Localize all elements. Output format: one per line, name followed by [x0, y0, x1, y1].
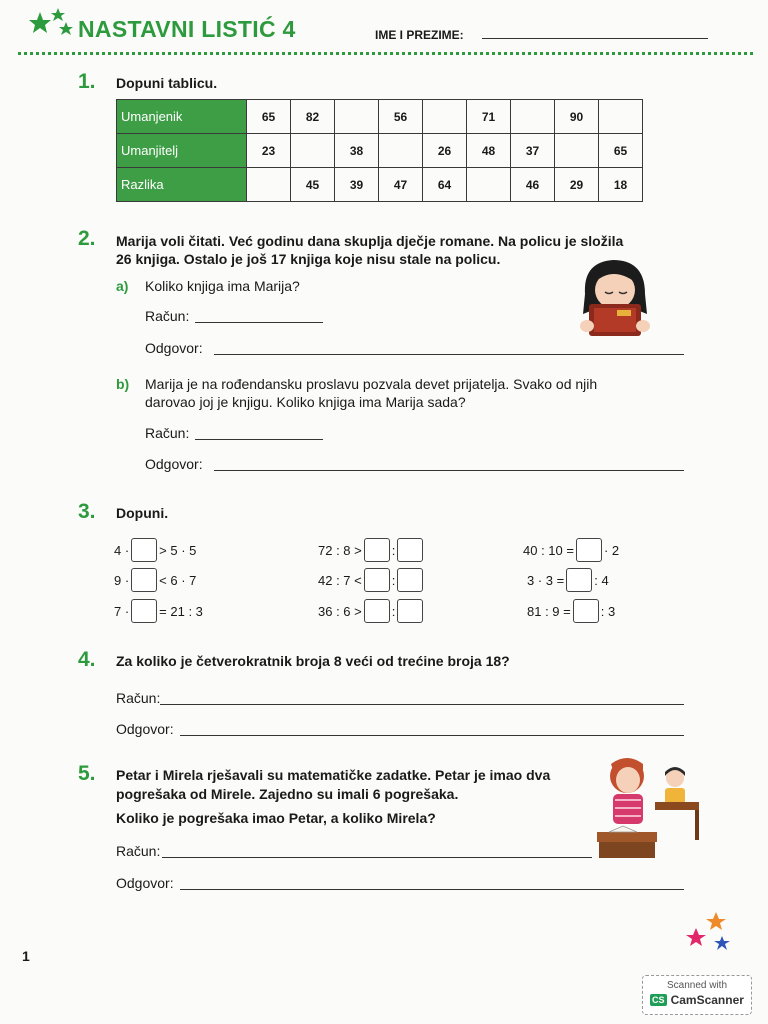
task2b-text-line2: darovao joj je knjigu. Koliko knjiga ima Marija sada?: [145, 394, 466, 410]
answer-box[interactable]: [131, 599, 157, 623]
task2b-odgovor-label: Odgovor:: [145, 456, 203, 472]
table-cell[interactable]: [335, 100, 379, 134]
expr-row: [527, 599, 615, 623]
task2a-odgovor-line[interactable]: [214, 354, 684, 355]
table-cell[interactable]: [379, 134, 423, 168]
task2b-label: b): [116, 376, 130, 392]
task5-text-line1: Petar i Mirela rješavali su matematičke zadatke. Petar je imao dva: [116, 767, 551, 783]
task5-text-line2: pogrešaka od Mirele. Zajedno su imali 6 pogrešaka.: [116, 786, 459, 802]
table-cell[interactable]: [511, 100, 555, 134]
expr-mid: :: [391, 572, 396, 588]
answer-box[interactable]: [576, 538, 602, 562]
colorful-stars-icon: [684, 910, 734, 956]
table-cell[interactable]: 18: [599, 168, 643, 202]
expr-row: [318, 599, 423, 623]
task3-number: 3.: [78, 500, 96, 523]
table-row: [117, 134, 643, 168]
expr-right: = 21 : 3: [159, 603, 203, 619]
answer-box[interactable]: [364, 599, 390, 623]
task2a-label: a): [116, 278, 129, 294]
scanner-brand-row: [643, 993, 751, 1007]
answer-box[interactable]: [131, 568, 157, 592]
table-cell[interactable]: 23: [247, 134, 291, 168]
expr-right: < 6 · 7: [159, 572, 197, 588]
task2a-text: Koliko knjiga ima Marija?: [145, 278, 300, 294]
table-cell[interactable]: 26: [423, 134, 467, 168]
table-cell[interactable]: [599, 100, 643, 134]
task5-number: 5.: [78, 762, 96, 785]
answer-box[interactable]: [364, 538, 390, 562]
table-cell[interactable]: 39: [335, 168, 379, 202]
table-cell[interactable]: 71: [467, 100, 511, 134]
expr-right: : 3: [600, 603, 616, 619]
expr-row: [523, 538, 619, 562]
table-cell[interactable]: 45: [291, 168, 335, 202]
table-cell[interactable]: 48: [467, 134, 511, 168]
expr-left: 72 : 8 >: [318, 542, 362, 558]
task4-text: Za koliko je četverokratnik broja 8 veći od trećine broja 18?: [116, 653, 510, 669]
table-row: [117, 100, 643, 134]
task4-racun-label: Račun:: [116, 690, 161, 706]
page-title: NASTAVNI LISTIĆ 4: [78, 16, 296, 42]
task2a-racun-label: Račun:: [145, 308, 190, 324]
table-cell[interactable]: 46: [511, 168, 555, 202]
stars-icon: [28, 8, 76, 44]
answer-box[interactable]: [397, 538, 423, 562]
answer-box[interactable]: [566, 568, 592, 592]
table-cell[interactable]: 47: [379, 168, 423, 202]
table-cell[interactable]: [467, 168, 511, 202]
task2a-racun-line[interactable]: [195, 322, 323, 323]
expr-row: [114, 538, 196, 562]
table-cell[interactable]: [291, 134, 335, 168]
expr-right: : 4: [594, 572, 609, 588]
task5-odgovor-label: Odgovor:: [116, 875, 174, 891]
expr-row: [114, 568, 196, 592]
task4-racun-line[interactable]: [160, 704, 684, 705]
table-row: [117, 168, 643, 202]
expr-row: [114, 599, 203, 623]
table-cell[interactable]: [423, 100, 467, 134]
table-cell[interactable]: 38: [335, 134, 379, 168]
expr-row: [318, 568, 423, 592]
row-label: Razlika: [117, 168, 247, 202]
scanner-brand: CamScanner: [670, 993, 744, 1007]
table-cell[interactable]: 56: [379, 100, 423, 134]
expr-left: 4 ·: [114, 542, 130, 558]
girl-reading-icon: [575, 254, 655, 338]
name-label: IME I PREZIME:: [375, 28, 464, 42]
task2-number: 2.: [78, 227, 96, 250]
expr-mid: :: [391, 542, 396, 558]
task1-number: 1.: [78, 70, 96, 93]
task5-text-line3: Koliko je pogrešaka imao Petar, a koliko Mirela?: [116, 810, 436, 826]
name-field[interactable]: [482, 38, 708, 39]
table-cell[interactable]: 90: [555, 100, 599, 134]
task2b-text-line1: Marija je na rođendansku proslavu pozvala devet prijatelja. Svako od njih: [145, 376, 598, 392]
table-cell[interactable]: 37: [511, 134, 555, 168]
task2a-odgovor-label: Odgovor:: [145, 340, 203, 356]
page-number: 1: [22, 948, 30, 964]
camscanner-logo-icon: CS: [652, 995, 665, 1005]
table-cell[interactable]: [555, 134, 599, 168]
expr-row: [527, 568, 609, 592]
answer-box[interactable]: [573, 599, 599, 623]
answer-box[interactable]: [397, 599, 423, 623]
task5-racun-label: Račun:: [116, 843, 161, 859]
expr-row: [318, 538, 423, 562]
header-divider: [18, 52, 753, 55]
camscanner-watermark: [642, 975, 752, 1015]
task5-racun-line[interactable]: [162, 857, 592, 858]
task2b-racun-label: Račun:: [145, 425, 190, 441]
task2-text-line2: 26 knjiga. Ostalo je još 17 knjiga koje nisu stale na policu.: [116, 251, 501, 267]
expr-right: > 5 · 5: [159, 542, 197, 558]
row-label: Umanjitelj: [117, 134, 247, 168]
task2b-odgovor-line[interactable]: [214, 470, 684, 471]
task3-text: Dopuni.: [116, 505, 169, 521]
expr-mid: :: [391, 603, 396, 619]
table-cell[interactable]: 64: [423, 168, 467, 202]
expr-left: 7 ·: [114, 603, 130, 619]
expr-left: 81 : 9 =: [527, 603, 571, 619]
expr-left: 3 · 3 =: [527, 572, 565, 588]
expr-left: 40 : 10 =: [523, 542, 574, 558]
table-cell[interactable]: 65: [599, 134, 643, 168]
table-cell[interactable]: [247, 168, 291, 202]
task5-odgovor-line[interactable]: [180, 889, 684, 890]
expr-left: 42 : 7 <: [318, 572, 362, 588]
answer-box[interactable]: [364, 568, 390, 592]
row-label: Umanjenik: [117, 100, 247, 134]
task2-text-line1: Marija voli čitati. Već godinu dana skuplja dječje romane. Na policu je složila: [116, 233, 624, 249]
answer-box[interactable]: [397, 568, 423, 592]
task4-odgovor-line[interactable]: [180, 735, 684, 736]
students-desk-icon: [595, 752, 707, 858]
scanner-caption: Scanned with: [666, 980, 728, 991]
table-cell[interactable]: 29: [555, 168, 599, 202]
subtraction-table: [116, 99, 643, 202]
answer-box[interactable]: [131, 538, 157, 562]
table-cell[interactable]: 65: [247, 100, 291, 134]
task4-number: 4.: [78, 648, 96, 671]
expr-left: 36 : 6 >: [318, 603, 362, 619]
task4-odgovor-label: Odgovor:: [116, 721, 174, 737]
table-cell[interactable]: 82: [291, 100, 335, 134]
task1-text: Dopuni tablicu.: [116, 75, 218, 91]
expr-left: 9 ·: [114, 572, 130, 588]
task2b-racun-line[interactable]: [195, 439, 323, 440]
expr-right: · 2: [603, 542, 620, 558]
